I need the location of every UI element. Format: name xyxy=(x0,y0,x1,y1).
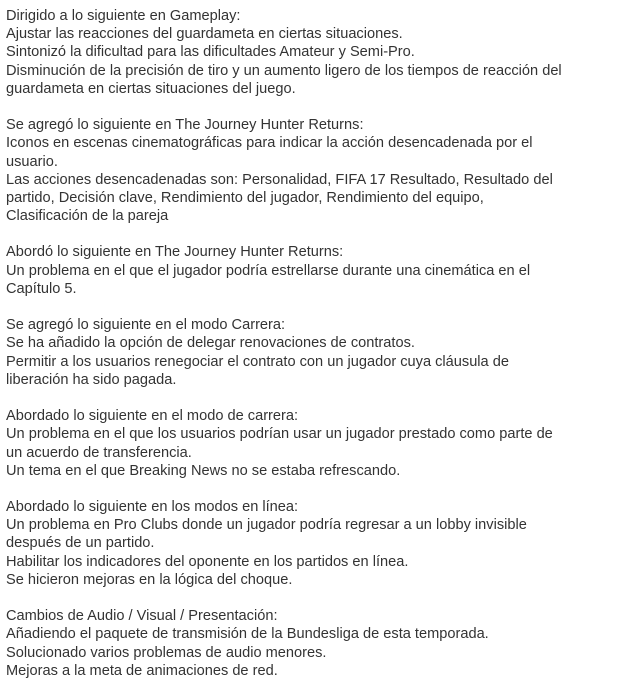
note-line: Un tema en el que Breaking News no se estaba refrescando. xyxy=(6,462,401,479)
note-line: Sintonizó la dificultad para las dificultades Amateur y Semi-Pro. xyxy=(6,44,415,61)
section-spacer xyxy=(6,98,626,116)
note-line: usuario. xyxy=(6,153,58,170)
section-heading: Cambios de Audio / Visual / Presentación: xyxy=(6,608,278,625)
section-heading: Dirigido a lo siguiente en Gameplay: xyxy=(6,8,241,24)
note-line: Iconos en escenas cinematográficas para indicar la acción desencadenada por el xyxy=(6,135,533,152)
section-heading: Se agregó lo siguiente en el modo Carrera: xyxy=(6,317,286,334)
section-spacer xyxy=(6,589,626,607)
note-line: Solucionado varios problemas de audio menores. xyxy=(6,644,327,661)
section-gameplay xyxy=(6,7,626,98)
section-spacer xyxy=(6,298,626,316)
note-line: un acuerdo de transferencia. xyxy=(6,444,192,461)
section-journey-added xyxy=(6,116,626,225)
section-spacer xyxy=(6,225,626,243)
note-line: Un problema en Pro Clubs donde un jugador podría regresar a un lobby invisible xyxy=(6,517,527,534)
patch-notes-document xyxy=(6,7,626,680)
note-line: Mejoras a la meta de animaciones de red. xyxy=(6,662,278,679)
note-line: Un problema en el que el jugador podría estrellarse durante una cinemática en el xyxy=(6,262,531,279)
section-spacer xyxy=(6,389,626,407)
section-heading: Se agregó lo siguiente en The Journey Hunter Returns: xyxy=(6,117,364,134)
section-career-fixed xyxy=(6,407,626,480)
note-line: Capítulo 5. xyxy=(6,280,77,297)
note-line: Habilitar los indicadores del oponente en los partidos en línea. xyxy=(6,553,409,570)
section-career-added xyxy=(6,316,626,389)
note-line: Se ha añadido la opción de delegar renovaciones de contratos. xyxy=(6,335,415,352)
note-line: Se hicieron mejoras en la lógica del choque. xyxy=(6,571,293,588)
section-spacer xyxy=(6,480,626,498)
note-line: Permitir a los usuarios renegociar el contrato con un jugador cuya cláusula de xyxy=(6,353,509,370)
note-line: Añadiendo el paquete de transmisión de la Bundesliga de esta temporada. xyxy=(6,626,489,643)
note-line: Un problema en el que los usuarios podrían usar un jugador prestado como parte de xyxy=(6,426,553,443)
section-audio-visual xyxy=(6,607,626,680)
note-line: después de un partido. xyxy=(6,535,155,552)
section-heading: Abordado lo siguiente en el modo de carrera: xyxy=(6,408,299,425)
section-journey-fixed xyxy=(6,243,626,298)
section-online-fixed xyxy=(6,498,626,589)
section-heading: Abordó lo siguiente en The Journey Hunter Returns: xyxy=(6,244,344,261)
section-heading: Abordado lo siguiente en los modos en línea: xyxy=(6,499,299,516)
note-line: liberación ha sido pagada. xyxy=(6,371,177,388)
note-line: partido, Decisión clave, Rendimiento del jugador, Rendimiento del equipo, xyxy=(6,189,484,206)
note-line: Disminución de la precisión de tiro y un aumento ligero de los tiempos de reacción del xyxy=(6,62,562,79)
note-line: Clasificación de la pareja xyxy=(6,208,169,225)
note-line: Las acciones desencadenadas son: Personalidad, FIFA 17 Resultado, Resultado del xyxy=(6,171,553,188)
note-line: Ajustar las reacciones del guardameta en ciertas situaciones. xyxy=(6,26,403,43)
note-line: guardameta en ciertas situaciones del juego. xyxy=(6,80,296,97)
